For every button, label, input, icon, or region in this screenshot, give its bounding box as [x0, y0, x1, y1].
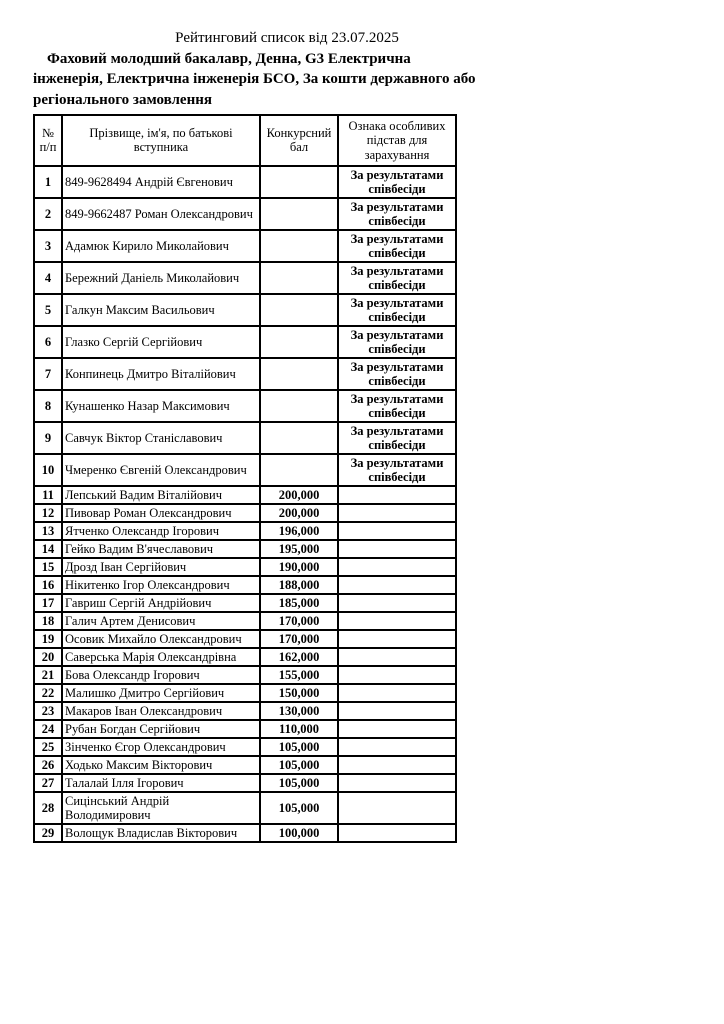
score-cell: 170,000 — [260, 612, 338, 630]
score-cell: 105,000 — [260, 738, 338, 756]
special-basis-cell — [338, 612, 456, 630]
row-number-cell: 24 — [34, 720, 62, 738]
applicant-name-cell: Бережний Даніель Миколайович — [62, 262, 260, 294]
applicant-name-cell: Ходько Максим Вікторович — [62, 756, 260, 774]
applicant-name-cell: Макаров Іван Олександрович — [62, 702, 260, 720]
row-number-cell: 1 — [34, 166, 62, 198]
table-row — [34, 422, 456, 454]
row-number-cell: 9 — [34, 422, 62, 454]
row-number-cell: 2 — [34, 198, 62, 230]
header-competition-score: Конкурсний бал — [260, 115, 338, 166]
applicant-name-cell: 849-9662487 Роман Олександрович — [62, 198, 260, 230]
rating-table-body — [34, 166, 456, 842]
applicant-name-cell: Саверська Марія Олександрівна — [62, 648, 260, 666]
table-row — [34, 666, 456, 684]
row-number-cell: 19 — [34, 630, 62, 648]
table-row — [34, 792, 456, 824]
special-basis-cell — [338, 702, 456, 720]
document-header — [33, 30, 541, 47]
special-basis-cell: За результатами співбесіди — [338, 358, 456, 390]
table-row — [34, 166, 456, 198]
score-cell: 162,000 — [260, 648, 338, 666]
row-number-cell: 10 — [34, 454, 62, 486]
score-cell: 188,000 — [260, 576, 338, 594]
applicant-name-cell: Ятченко Олександр Ігорович — [62, 522, 260, 540]
special-basis-cell — [338, 720, 456, 738]
special-basis-cell — [338, 576, 456, 594]
row-number-cell: 6 — [34, 326, 62, 358]
applicant-name-cell: Нікитенко Ігор Олександрович — [62, 576, 260, 594]
table-header-row — [34, 115, 456, 166]
rating-table — [33, 114, 457, 843]
score-cell — [260, 358, 338, 390]
applicant-name-cell: 849-9628494 Андрій Євгенович — [62, 166, 260, 198]
table-row — [34, 630, 456, 648]
applicant-name-cell: Гейко Вадим В'ячеславович — [62, 540, 260, 558]
table-row — [34, 522, 456, 540]
score-cell — [260, 454, 338, 486]
row-number-cell: 23 — [34, 702, 62, 720]
header-row-number: № п/п — [34, 115, 62, 166]
score-cell: 130,000 — [260, 702, 338, 720]
applicant-name-cell: Савчук Віктор Станіславович — [62, 422, 260, 454]
applicant-name-cell: Пивовар Роман Олександрович — [62, 504, 260, 522]
special-basis-cell: За результатами співбесіди — [338, 326, 456, 358]
applicant-name-cell: Галкун Максим Васильович — [62, 294, 260, 326]
special-basis-cell: За результатами співбесіди — [338, 262, 456, 294]
score-cell — [260, 422, 338, 454]
row-number-cell: 28 — [34, 792, 62, 824]
table-row — [34, 594, 456, 612]
special-basis-cell — [338, 648, 456, 666]
applicant-name-cell: Галич Артем Денисович — [62, 612, 260, 630]
table-row — [34, 738, 456, 756]
page-title: Рейтинговий список від 23.07.2025 — [175, 30, 399, 46]
special-basis-cell — [338, 504, 456, 522]
applicant-name-cell: Малишко Дмитро Сергійович — [62, 684, 260, 702]
row-number-cell: 21 — [34, 666, 62, 684]
score-cell: 195,000 — [260, 540, 338, 558]
score-cell: 155,000 — [260, 666, 338, 684]
table-row — [34, 540, 456, 558]
row-number-cell: 14 — [34, 540, 62, 558]
row-number-cell: 26 — [34, 756, 62, 774]
score-cell: 100,000 — [260, 824, 338, 842]
row-number-cell: 29 — [34, 824, 62, 842]
score-cell — [260, 262, 338, 294]
table-row — [34, 390, 456, 422]
row-number-cell: 18 — [34, 612, 62, 630]
applicant-name-cell: Глазко Сергій Сергійович — [62, 326, 260, 358]
score-cell — [260, 294, 338, 326]
special-basis-cell: За результатами співбесіди — [338, 454, 456, 486]
special-basis-cell — [338, 684, 456, 702]
table-row — [34, 454, 456, 486]
table-row — [34, 720, 456, 738]
applicant-name-cell: Гавриш Сергій Андрійович — [62, 594, 260, 612]
special-basis-cell — [338, 666, 456, 684]
special-basis-cell — [338, 558, 456, 576]
header-special-basis: Ознака особливих підстав для зарахування — [338, 115, 456, 166]
score-cell: 190,000 — [260, 558, 338, 576]
table-row — [34, 558, 456, 576]
score-cell — [260, 230, 338, 262]
score-cell: 150,000 — [260, 684, 338, 702]
row-number-cell: 27 — [34, 774, 62, 792]
row-number-cell: 20 — [34, 648, 62, 666]
table-row — [34, 326, 456, 358]
special-basis-cell: За результатами співбесіди — [338, 198, 456, 230]
special-basis-cell — [338, 792, 456, 824]
applicant-name-cell: Талалай Ілля Ігорович — [62, 774, 260, 792]
row-number-cell: 22 — [34, 684, 62, 702]
row-number-cell: 8 — [34, 390, 62, 422]
table-row — [34, 262, 456, 294]
score-cell: 185,000 — [260, 594, 338, 612]
row-number-cell: 25 — [34, 738, 62, 756]
row-number-cell: 16 — [34, 576, 62, 594]
special-basis-cell: За результатами співбесіди — [338, 390, 456, 422]
score-cell: 105,000 — [260, 774, 338, 792]
score-cell: 200,000 — [260, 504, 338, 522]
row-number-cell: 7 — [34, 358, 62, 390]
special-basis-cell — [338, 630, 456, 648]
special-basis-cell — [338, 486, 456, 504]
special-basis-cell — [338, 774, 456, 792]
row-number-cell: 17 — [34, 594, 62, 612]
header-applicant-name: Прізвище, ім'я, по батькові вступника — [62, 115, 260, 166]
score-cell: 105,000 — [260, 792, 338, 824]
special-basis-cell: За результатами співбесіди — [338, 230, 456, 262]
score-cell: 105,000 — [260, 756, 338, 774]
table-row — [34, 198, 456, 230]
row-number-cell: 11 — [34, 486, 62, 504]
table-row — [34, 774, 456, 792]
score-cell — [260, 198, 338, 230]
score-cell — [260, 326, 338, 358]
row-number-cell: 13 — [34, 522, 62, 540]
table-row — [34, 684, 456, 702]
applicant-name-cell: Дрозд Іван Сергійович — [62, 558, 260, 576]
applicant-name-cell: Кунашенко Назар Максимович — [62, 390, 260, 422]
applicant-name-cell: Сицінський Андрій Володимирович — [62, 792, 260, 824]
special-basis-cell: За результатами співбесіди — [338, 422, 456, 454]
table-row — [34, 294, 456, 326]
row-number-cell: 15 — [34, 558, 62, 576]
applicant-name-cell: Осовик Михайло Олександрович — [62, 630, 260, 648]
table-row — [34, 648, 456, 666]
row-number-cell: 5 — [34, 294, 62, 326]
table-row — [34, 230, 456, 262]
table-row — [34, 702, 456, 720]
applicant-name-cell: Чмеренко Євгеній Олександрович — [62, 454, 260, 486]
table-row — [34, 576, 456, 594]
special-basis-cell — [338, 756, 456, 774]
special-basis-cell — [338, 824, 456, 842]
special-basis-cell: За результатами співбесіди — [338, 166, 456, 198]
table-row — [34, 612, 456, 630]
score-cell — [260, 390, 338, 422]
table-row — [34, 504, 456, 522]
row-number-cell: 4 — [34, 262, 62, 294]
table-row — [34, 358, 456, 390]
score-cell: 170,000 — [260, 630, 338, 648]
row-number-cell: 3 — [34, 230, 62, 262]
score-cell: 200,000 — [260, 486, 338, 504]
table-row — [34, 824, 456, 842]
applicant-name-cell: Зінченко Єгор Олександрович — [62, 738, 260, 756]
table-row — [34, 486, 456, 504]
applicant-name-cell: Бова Олександр Ігорович — [62, 666, 260, 684]
applicant-name-cell: Лепський Вадим Віталійович — [62, 486, 260, 504]
applicant-name-cell: Рубан Богдан Сергійович — [62, 720, 260, 738]
score-cell: 110,000 — [260, 720, 338, 738]
special-basis-cell — [338, 594, 456, 612]
special-basis-cell — [338, 540, 456, 558]
score-cell: 196,000 — [260, 522, 338, 540]
table-row — [34, 756, 456, 774]
applicant-name-cell: Адамюк Кирило Миколайович — [62, 230, 260, 262]
applicant-name-cell: Конпинець Дмитро Віталійович — [62, 358, 260, 390]
score-cell — [260, 166, 338, 198]
page-subtitle: Фаховий молодший бакалавр, Денна, G3 Електрична інженерія, Електрична інженерія БСО, За кошти державного або регіонального замовлення — [33, 51, 476, 108]
special-basis-cell: За результатами співбесіди — [338, 294, 456, 326]
applicant-name-cell: Волощук Владислав Вікторович — [62, 824, 260, 842]
row-number-cell: 12 — [34, 504, 62, 522]
special-basis-cell — [338, 738, 456, 756]
special-basis-cell — [338, 522, 456, 540]
